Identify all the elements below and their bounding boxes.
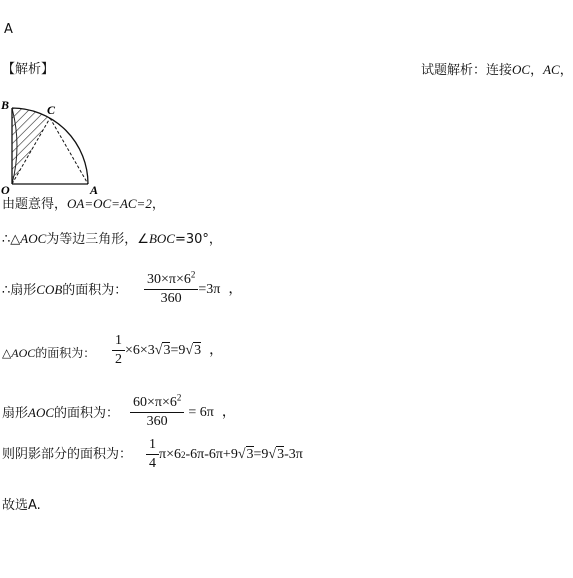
shaded-frac-num: 1 bbox=[146, 437, 159, 455]
tri-fraction bbox=[112, 333, 125, 368]
line-sector-cob-label bbox=[2, 282, 127, 299]
aoc-result: = 6π bbox=[188, 404, 214, 420]
term-ac: AC bbox=[543, 62, 560, 77]
cob-numerator: 30×π×6 bbox=[147, 272, 191, 287]
cob-c: 的面积为： bbox=[62, 283, 128, 298]
eq-d: BOC bbox=[148, 231, 175, 246]
tri-rad2: 3 bbox=[194, 343, 202, 358]
given-suffix: ， bbox=[151, 197, 165, 212]
shaded-expr4: -3π bbox=[284, 446, 303, 462]
tri-expr1: ×6×3 bbox=[125, 342, 155, 358]
aoc-numerator: 60×π×6 bbox=[133, 395, 177, 410]
tri-expr2: =9 bbox=[170, 342, 186, 358]
cob-b: COB bbox=[36, 282, 63, 297]
tri-a: △ bbox=[2, 346, 12, 360]
conclusion: 故选A. bbox=[2, 498, 41, 513]
cob-result: =3π bbox=[198, 281, 221, 297]
line-sector-aoc-label bbox=[2, 405, 119, 422]
given-equation: OA=OC=AC=2 bbox=[67, 196, 152, 211]
shaded-fraction bbox=[146, 437, 159, 472]
shaded-expr3: =9 bbox=[253, 446, 269, 462]
aoc-end: ， bbox=[221, 404, 236, 420]
cob-a: ∴扇形 bbox=[2, 283, 37, 298]
segment-ac bbox=[50, 118, 88, 184]
tri-end: ， bbox=[209, 342, 224, 358]
shaded-region bbox=[12, 108, 50, 184]
separator-end: ， bbox=[559, 63, 573, 78]
eq-c: 为等边三角形，∠ bbox=[46, 232, 149, 247]
sector-cob-formula bbox=[144, 269, 243, 307]
analysis-heading: 【解析】 bbox=[2, 62, 55, 77]
separator: ， bbox=[530, 63, 544, 78]
shaded-rad2: 3 bbox=[277, 447, 285, 462]
given-prefix: 由题意得， bbox=[2, 197, 68, 212]
shaded-formula: $\frac{1}{4}$ π×6 2 -6π-6π+9 √ 3 =9 √ 3 -3π bbox=[146, 437, 303, 472]
aoc-fraction bbox=[130, 392, 184, 430]
aoc-b: AOC bbox=[28, 405, 55, 420]
eq-b: AOC bbox=[20, 231, 47, 246]
tri-frac-den: 2 bbox=[115, 352, 122, 367]
eq-e: =30°， bbox=[174, 232, 222, 247]
label-a: A bbox=[90, 183, 99, 197]
answer-letter: A bbox=[4, 22, 13, 37]
analysis-intro-prefix: 试题解析：连接 bbox=[421, 63, 513, 78]
line-given bbox=[2, 196, 165, 213]
line-shaded-label: 则阴影部分的面积为： bbox=[2, 447, 133, 462]
aoc-denominator: 360 bbox=[146, 414, 168, 429]
aoc-c: 的面积为： bbox=[54, 406, 120, 421]
aoc-exp: 2 bbox=[176, 392, 182, 403]
label-b: B bbox=[1, 98, 10, 112]
cob-fraction bbox=[144, 269, 198, 307]
shaded-expr1: π×6 bbox=[159, 446, 181, 462]
line-equilateral bbox=[2, 231, 222, 248]
eq-a: ∴△ bbox=[2, 232, 21, 247]
triangle-formula: $\frac{1}{2}$ ×6×3 √ 3 =9 √ 3 ， bbox=[112, 333, 223, 368]
sector-aoc-formula bbox=[130, 392, 236, 430]
label-o: O bbox=[1, 183, 10, 197]
cob-end: ， bbox=[228, 281, 243, 297]
shaded-rad1: 3 bbox=[246, 447, 254, 462]
tri-rad1: 3 bbox=[163, 343, 171, 358]
shaded-frac-den: 4 bbox=[149, 456, 156, 471]
cob-exp: 2 bbox=[190, 269, 196, 280]
tri-b: AOC bbox=[11, 346, 36, 360]
term-oc: OC bbox=[512, 62, 531, 77]
line-triangle-label bbox=[2, 345, 95, 361]
analysis-intro bbox=[421, 62, 573, 79]
tri-c: 的面积为： bbox=[35, 346, 96, 360]
aoc-a: 扇形 bbox=[2, 406, 29, 421]
label-c: C bbox=[47, 103, 56, 117]
cob-denominator: 360 bbox=[160, 291, 182, 306]
geometry-figure bbox=[0, 96, 110, 196]
shaded-expr2: -6π-6π+9 bbox=[185, 446, 238, 462]
tri-frac-num: 1 bbox=[112, 333, 125, 351]
